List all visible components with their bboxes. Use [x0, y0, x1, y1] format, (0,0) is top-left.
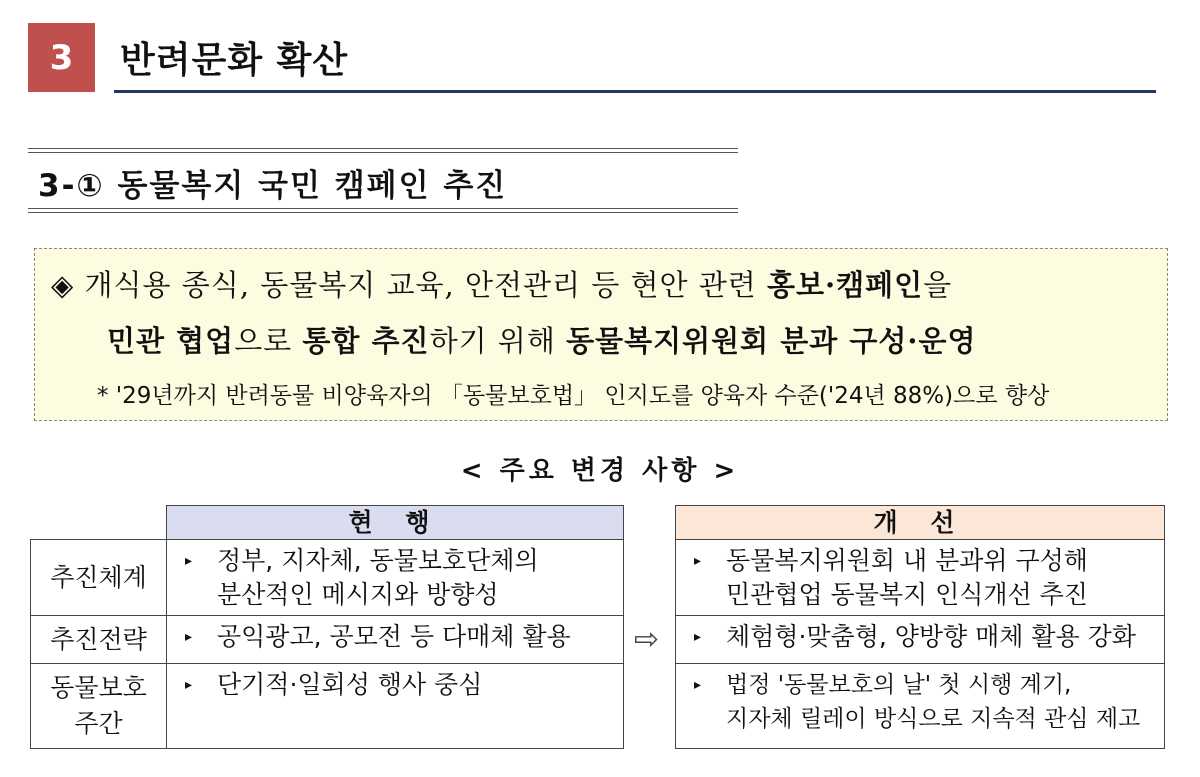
subsection-bottom-rule [28, 208, 738, 209]
subsection-bottom-rule-2 [28, 212, 738, 213]
current-cell [166, 663, 624, 749]
category-cell: 추진체계 [30, 539, 167, 616]
current-text: 공익광고, 공모전 등 다매체 활용 [217, 622, 571, 651]
diamond-bullet-icon: ◈ [51, 268, 75, 302]
summary-emphasis: 동물복지위원회 분과 구성·운영 [566, 324, 977, 358]
summary-text: 개식용 종식, 동물복지 교육, 안전관리 등 현안 관련 [84, 268, 767, 302]
summary-footnote: * '29년까지 반려동물 비양육자의 「동물보호법」 인지도를 양육자 수준('24년 88%)으로 향상 [97, 383, 1050, 409]
improved-text: 체험형·맞춤형, 양방향 매체 활용 강화 [726, 622, 1136, 651]
right-arrow-icon: ⇨ [634, 622, 660, 657]
triangle-bullet-icon: ▸ [694, 553, 702, 569]
triangle-bullet-icon: ▸ [185, 677, 193, 693]
triangle-bullet-icon: ▸ [694, 629, 702, 645]
current-text: 단기적·일회성 행사 중심 [217, 670, 483, 699]
current-cell [166, 539, 624, 616]
improved-text: 동물복지위원회 내 분과위 구성해 민관협업 동물복지 인식개선 추진 [726, 546, 1088, 609]
summary-text: 하기 위해 [429, 324, 567, 358]
current-header: 현 행 [166, 505, 624, 540]
improved-cell [675, 615, 1165, 664]
summary-line-2 [107, 319, 977, 360]
category-cell: 추진전략 [30, 615, 167, 664]
section-title: 반려문화 확산 [120, 40, 349, 81]
subsection-top-rule [28, 148, 738, 149]
summary-emphasis: 통합 추진 [302, 324, 430, 358]
improved-cell [675, 539, 1165, 616]
improved-cell [675, 663, 1165, 749]
changes-title: < 주요 변경 사항 > [460, 456, 740, 486]
current-text: 정부, 지자체, 동물보호단체의 분산적인 메시지와 방향성 [217, 546, 539, 609]
triangle-bullet-icon: ▸ [694, 677, 702, 693]
summary-emphasis: 홍보·캠페인 [767, 268, 924, 302]
category-cell: 동물보호 주간 [30, 663, 167, 749]
subsection-title: 3-① 동물복지 국민 캠페인 추진 [38, 168, 508, 204]
summary-text: 으로 [234, 324, 303, 358]
section-number-badge: 3 [28, 23, 95, 92]
triangle-bullet-icon: ▸ [185, 553, 193, 569]
summary-line-1 [51, 263, 952, 304]
section-title-underline [114, 90, 1156, 93]
improved-text: 법정 '동물보호의 날' 첫 시행 계기, 지자체 릴레이 방식으로 지속적 관심 제고 [726, 672, 1141, 732]
improved-header: 개 선 [675, 505, 1165, 540]
summary-text: 을 [923, 268, 953, 302]
current-cell [166, 615, 624, 664]
subsection-top-rule-2 [28, 152, 738, 153]
triangle-bullet-icon: ▸ [185, 629, 193, 645]
summary-box [34, 248, 1168, 421]
summary-emphasis: 민관 협업 [107, 324, 235, 358]
